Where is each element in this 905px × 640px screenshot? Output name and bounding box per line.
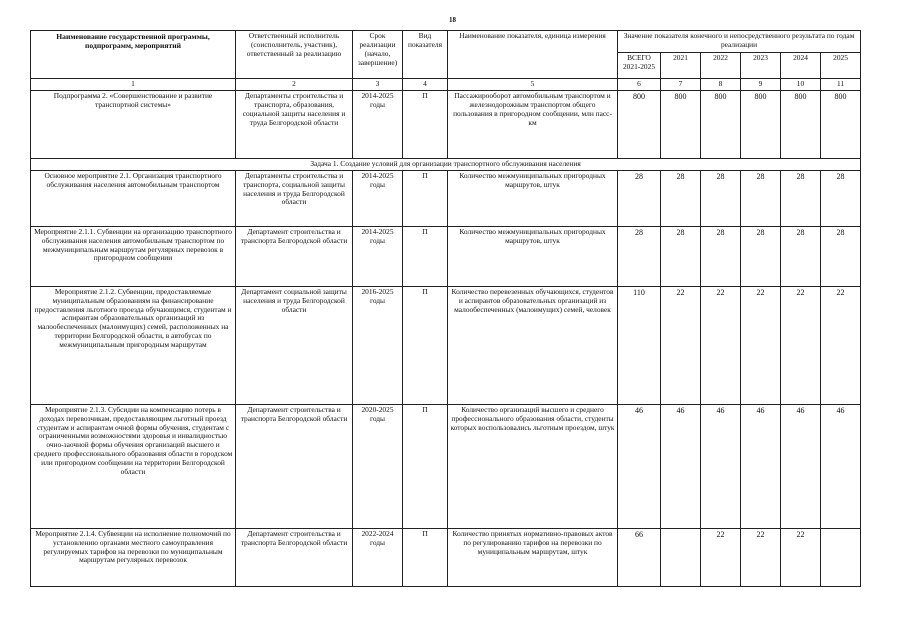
row-value: 28 xyxy=(618,170,661,226)
row-indicator: Количество перевезенных обучающихся, студентов и аспирантов образовательных организаций из малообеспеченных (малоимущих) семей, человек xyxy=(448,286,618,404)
row-type: П xyxy=(403,404,448,528)
row-value: 46 xyxy=(741,404,781,528)
header-year: 2022 xyxy=(701,53,741,79)
row-executor: Департаменты строительства и транспорта, образования, социальной защиты населения и труда Белгородской области xyxy=(236,90,353,158)
row-executor: Департаменты строительства и транспорта, социальной защиты населения и труда Белгородской области xyxy=(236,170,353,226)
header-year: 2021 xyxy=(661,53,701,79)
row-value xyxy=(821,528,861,586)
row-indicator: Пассажирооборот автомобильным транспортом и железнодорожным транспортом общего пользования в пригородном сообщении, млн пасс-км xyxy=(448,90,618,158)
row-name: Мероприятие 2.1.1. Субвенции на организацию транспортного обслуживания населения автомобильным транспортом по межмуниципальным маршрутам регулярных перевозок в пригородном сообщении xyxy=(31,226,236,286)
column-number: 2 xyxy=(236,79,353,91)
row-value: 22 xyxy=(781,286,821,404)
column-number: 7 xyxy=(661,79,701,91)
page-number: 18 xyxy=(449,16,456,24)
row-indicator: Количество организаций высшего и среднего профессионального образования области, студенты которых воспользовались льготным проездом, штук xyxy=(448,404,618,528)
row-executor: Департамент социальной защиты населения и труда Белгородской области xyxy=(236,286,353,404)
row-indicator: Количество принятых нормативно-правовых актов по регулированию тарифов на перевозки по муниципальным маршрутам, штук xyxy=(448,528,618,586)
column-number: 11 xyxy=(821,79,861,91)
row-value: 28 xyxy=(781,170,821,226)
program-table xyxy=(30,30,861,587)
row-value: 28 xyxy=(701,170,741,226)
row-indicator: Количество межмуниципальных пригородных маршрутов, штук xyxy=(448,226,618,286)
table-row-activity-2-1-3 xyxy=(31,404,861,528)
column-number: 8 xyxy=(701,79,741,91)
row-value: 28 xyxy=(661,226,701,286)
table-row-subprogram-2 xyxy=(31,90,861,158)
row-type: П xyxy=(403,286,448,404)
row-term: 2014-2025 годы xyxy=(353,170,403,226)
row-term: 2016-2025 годы xyxy=(353,286,403,404)
header-indicator: Наименование показателя, единица измерения xyxy=(448,31,618,79)
task-title: Задача 1. Создание условий для организации транспортного обслуживания населения xyxy=(31,158,861,170)
row-value: 22 xyxy=(741,528,781,586)
row-name: Подпрограмма 2. «Совершенствование и развитие транспортной системы» xyxy=(31,90,236,158)
row-value: 46 xyxy=(821,404,861,528)
table-row-activity-2-1 xyxy=(31,170,861,226)
row-value: 28 xyxy=(741,170,781,226)
row-term: 2014-2025 годы xyxy=(353,226,403,286)
row-value: 46 xyxy=(661,404,701,528)
row-value: 28 xyxy=(821,226,861,286)
row-name: Мероприятие 2.1.3. Субсидии на компенсацию потерь в доходах перевозчикам, предоставляющим льготный проезд студентам и аспирантам очной формы обучения, студентам с ограниченными возможностями здоровья и инвалидностью очно-заочной формы обучения организаций высшего и среднего профессионального образования области в городском или пригородном сообщении на территории Белгородской области xyxy=(31,404,236,528)
row-value: 22 xyxy=(821,286,861,404)
header-year: 2023 xyxy=(741,53,781,79)
row-name: Основное мероприятие 2.1. Организация транспортного обслуживания населения автомобильным транспортом xyxy=(31,170,236,226)
header-name: Наименование государственной программы, подпрограмм, мероприятий xyxy=(31,31,236,79)
row-indicator: Количество межмуниципальных пригородных маршрутов, штук xyxy=(448,170,618,226)
column-number: 1 xyxy=(31,79,236,91)
row-type: П xyxy=(403,528,448,586)
row-term: 2020-2025 годы xyxy=(353,404,403,528)
row-executor: Департамент строительства и транспорта Белгородской области xyxy=(236,404,353,528)
row-executor: Департамент строительства и транспорта Белгородской области xyxy=(236,528,353,586)
row-value xyxy=(661,528,701,586)
row-name: Мероприятие 2.1.2. Субвенции, предоставляемые муниципальным образованиям на финансирование предоставления льготного проезда обучающимся, студентам и аспирантам образовательных организаций из малообеспеченных (малоимущих) семей, расположенных на территории Белгородской области, в автобусах по межмуниципальным пригородным маршрутам xyxy=(31,286,236,404)
row-value: 28 xyxy=(821,170,861,226)
column-number: 9 xyxy=(741,79,781,91)
column-number: 10 xyxy=(781,79,821,91)
row-term: 2014-2025 годы xyxy=(353,90,403,158)
row-value: 28 xyxy=(741,226,781,286)
row-value: 800 xyxy=(701,90,741,158)
column-number-row xyxy=(31,79,861,91)
column-number: 3 xyxy=(353,79,403,91)
column-number: 6 xyxy=(618,79,661,91)
row-value: 22 xyxy=(741,286,781,404)
row-type: П xyxy=(403,90,448,158)
row-value: 800 xyxy=(781,90,821,158)
row-value: 22 xyxy=(701,286,741,404)
table-row-activity-2-1-4 xyxy=(31,528,861,586)
header-year: 2025 xyxy=(821,53,861,79)
header-year: 2024 xyxy=(781,53,821,79)
row-value: 22 xyxy=(781,528,821,586)
row-value: 22 xyxy=(701,528,741,586)
table-row-task-1 xyxy=(31,158,861,170)
header-type: Вид показателя xyxy=(403,31,448,79)
row-value: 28 xyxy=(661,170,701,226)
column-number: 5 xyxy=(448,79,618,91)
header-executor: Ответственный исполнитель (соисполнитель, участник), ответственный за реализацию xyxy=(236,31,353,79)
row-value: 28 xyxy=(701,226,741,286)
row-value: 66 xyxy=(618,528,661,586)
table-row-activity-2-1-1 xyxy=(31,226,861,286)
row-value: 800 xyxy=(821,90,861,158)
row-value: 46 xyxy=(781,404,821,528)
row-value: 46 xyxy=(618,404,661,528)
row-term: 2022-2024 годы xyxy=(353,528,403,586)
row-value: 110 xyxy=(618,286,661,404)
row-value: 800 xyxy=(618,90,661,158)
row-type: П xyxy=(403,170,448,226)
row-value: 28 xyxy=(618,226,661,286)
row-name: Мероприятие 2.1.4. Субвенции на исполнение полномочий по установлению органами местного самоуправления регулируемых тарифов на перевозки по муниципальным маршрутам регулярных перевозок xyxy=(31,528,236,586)
column-number: 4 xyxy=(403,79,448,91)
row-type: П xyxy=(403,226,448,286)
row-value: 800 xyxy=(741,90,781,158)
header-year-total: ВСЕГО 2021-2025 xyxy=(618,53,661,79)
row-value: 28 xyxy=(781,226,821,286)
header-values: Значение показателя конечного и непосредственного результата по годам реализации xyxy=(618,31,861,53)
row-value: 800 xyxy=(661,90,701,158)
header-term: Срок реализации (начало, завершение) xyxy=(353,31,403,79)
row-value: 46 xyxy=(701,404,741,528)
row-value: 22 xyxy=(661,286,701,404)
row-executor: Департамент строительства и транспорта Белгородской области xyxy=(236,226,353,286)
table-row-activity-2-1-2 xyxy=(31,286,861,404)
